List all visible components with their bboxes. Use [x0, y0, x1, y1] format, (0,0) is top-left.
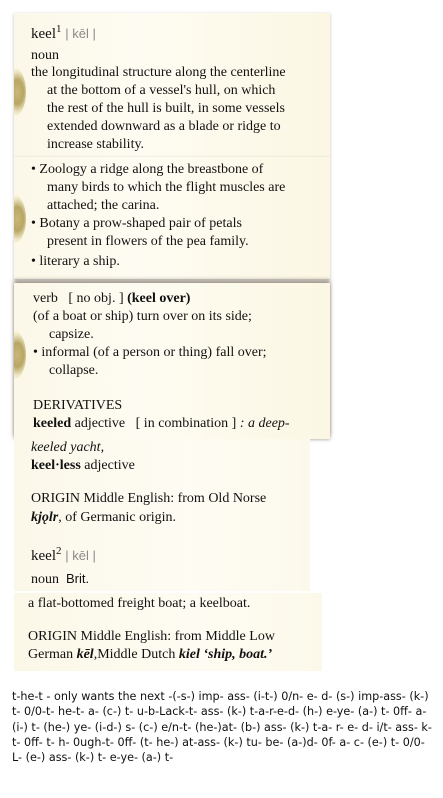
sense-informal-cont: collapse.	[49, 363, 99, 378]
definition-line: at the bottom of a vessel's hull, on which	[47, 83, 276, 98]
origin-keel2-line1	[28, 628, 275, 645]
part-of-speech-line	[31, 570, 89, 588]
entry-card-verb	[14, 283, 330, 439]
definition-line: the longitudinal structure along the centerline	[31, 65, 286, 80]
binder-ring-decoration	[14, 331, 26, 379]
origin-label: ORIGIN	[31, 491, 80, 506]
derivative-example-cont: keeled yacht,	[31, 440, 105, 455]
verb-phrase: (keel over)	[127, 291, 191, 306]
origin-keel2-line2	[28, 646, 272, 663]
sense-zoology-cont: many birds to which the flight muscles are	[47, 180, 286, 195]
homograph-number: 2	[55, 545, 62, 557]
sense-zoology-cont: attached; the carina.	[47, 198, 160, 213]
origin-word: kjǫlr	[31, 510, 59, 525]
verb-grammar: [ no obj. ]	[68, 291, 124, 306]
definition-keel2: a flat-bottomed freight boat; a keelboat.	[28, 596, 251, 611]
part-of-speech: noun	[31, 572, 59, 587]
headword-line	[31, 25, 96, 44]
origin-text: ,Middle Dutch	[93, 647, 179, 662]
binder-ring-decoration	[14, 195, 26, 243]
derivative-word: keeled	[33, 416, 72, 431]
headword-line-2	[31, 547, 96, 566]
sense-literary: • literary a ship.	[31, 254, 120, 269]
pronunciation: | kēl |	[65, 548, 96, 563]
derivatives-label: DERIVATIVES	[33, 398, 123, 413]
entry-card-origin	[14, 439, 310, 591]
headword: keel	[31, 26, 56, 42]
verb-pos: verb	[33, 291, 58, 306]
usage-label: Brit.	[66, 571, 90, 586]
derivative-word: keel·less	[31, 458, 81, 473]
definition-line: the rest of the hull is built, in some vessels	[47, 101, 285, 116]
origin-text: German	[28, 647, 77, 662]
origin-text: Middle English: from Middle Low	[80, 629, 275, 644]
part-of-speech: noun	[31, 48, 59, 63]
origin-text: Middle English: from Old Norse	[83, 491, 267, 506]
verb-definition-cont: capsize.	[49, 327, 94, 342]
definition-line: extended downward as a blade or ridge to	[47, 119, 281, 134]
sense-botany-cont: present in flowers of the pea family.	[47, 234, 249, 249]
derivative-pos: adjective	[74, 416, 126, 431]
entry-card-senses	[14, 157, 330, 279]
sense-botany: • Botany a prow-shaped pair of petals	[31, 216, 242, 231]
derivative-keeled	[33, 415, 290, 432]
entry-card-definition	[14, 13, 330, 157]
definition-line: increase stability.	[47, 137, 145, 152]
verb-line	[33, 290, 190, 307]
origin-word: kēl	[76, 647, 94, 662]
derivative-example: : a deep-	[239, 416, 290, 431]
origin-rest: , of Germanic origin.	[58, 510, 177, 525]
derivative-note: [ in combination ]	[135, 416, 237, 431]
homograph-number: 1	[55, 23, 62, 35]
binder-ring-decoration	[14, 68, 26, 116]
derivative-pos: adjective	[84, 458, 135, 473]
pronunciation: | kēl |	[65, 26, 96, 41]
footer-text: t-he-t - only wants the next -(-s-) imp- ass- (i-t-) 0/n- e- d- (s-) imp-ass- (k-) t- 0/0-t- he-t- a- (c-) t- u-b-Lack-t- ass- (k-) t-a-r-e-d- (h-) e-ye- (a-) t- 0ff- a- (i-) t- (he-) ye- (i-d-) s- (c-) e/n-t- (he-)at- (b-) ass- (k-) t-a- r- e- d- i/t- ass- k- t- 0ff- t- h- 0ugh-t- 0ff- (t- he-) at-ass- (k-) tu- be- (a-)d- 0f- a- c- (e-) t- 0/0- L- (e-) ass- (k-) t- e-ye- (a-) t-	[12, 690, 432, 765]
verb-definition: (of a boat or ship) turn over on its side;	[33, 309, 252, 324]
headword: keel	[31, 548, 56, 564]
origin-label: ORIGIN	[28, 629, 77, 644]
origin-line	[31, 490, 266, 507]
sense-zoology: • Zoology a ridge along the breastbone of	[31, 162, 264, 177]
sense-informal: • informal (of a person or thing) fall over;	[33, 345, 267, 360]
origin-line-2	[31, 509, 176, 526]
entry-card-keel2	[14, 593, 322, 671]
derivative-keelless	[31, 457, 135, 474]
origin-word: kiel ‘ship, boat.’	[178, 647, 273, 662]
